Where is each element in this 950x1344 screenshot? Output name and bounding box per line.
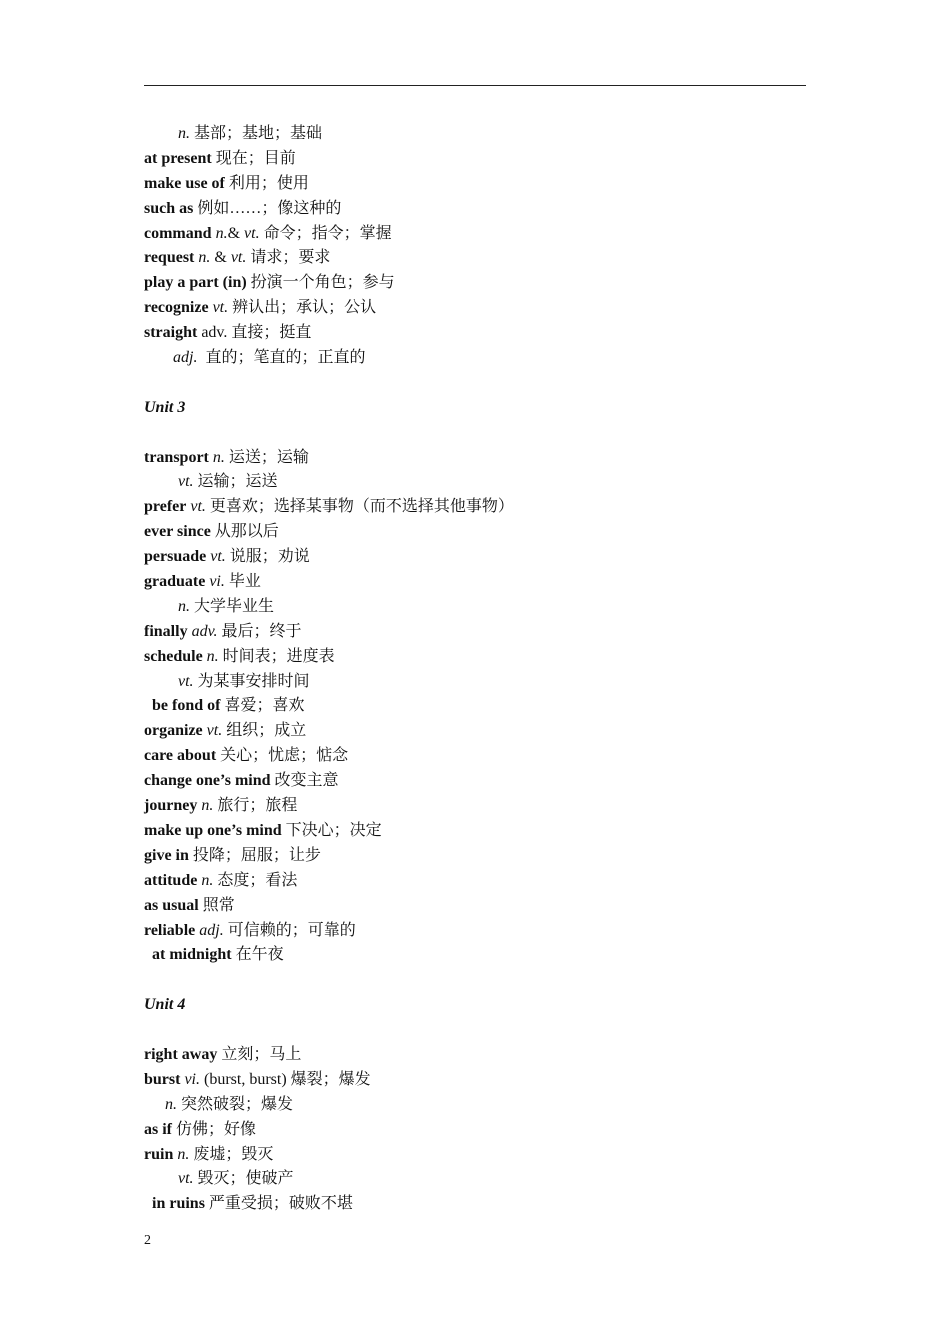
part-of-speech: n. [197, 797, 214, 815]
vocab-entry [144, 1118, 806, 1143]
definition: 投降；屈服；让步 [188, 846, 321, 864]
definition: 关心；忧虑；惦念 [216, 747, 349, 765]
definition: 可信赖的；可靠的 [223, 921, 356, 939]
definition: 毕业 [224, 573, 261, 591]
term: graduate [144, 573, 206, 591]
part-of-speech: n. [197, 871, 214, 889]
part-of-speech: n. [178, 597, 190, 615]
term: finally [144, 622, 188, 640]
vocab-entry [144, 819, 806, 844]
vocab-entry [144, 147, 806, 172]
part-of-speech: n. [208, 448, 225, 466]
definition: adv. 直接；挺直 [197, 324, 312, 342]
vocab-entry [144, 719, 806, 744]
vocab-entry-continuation [144, 1093, 806, 1118]
vocab-entry [144, 246, 806, 271]
definition: 照常 [198, 896, 235, 914]
term: such as [144, 199, 194, 217]
unit-heading: Unit 4 [144, 996, 186, 1014]
ampersand: & [210, 249, 231, 267]
vocab-entry [144, 1043, 806, 1068]
term: transport [144, 448, 209, 466]
term: play a part (in) [144, 274, 247, 292]
term: burst [144, 1070, 181, 1088]
term: schedule [144, 647, 203, 665]
definition: 扮演一个角色；参与 [246, 274, 395, 292]
definition: 在午夜 [231, 946, 284, 964]
definition: 改变主意 [270, 772, 339, 790]
vocab-entry [144, 919, 806, 944]
vocab-entry-continuation [144, 470, 806, 495]
definition: 为某事安排时间 [193, 672, 310, 690]
part-of-speech: n. [202, 647, 219, 665]
term: as if [144, 1120, 172, 1138]
term: recognize [144, 299, 209, 317]
term: request [144, 249, 195, 267]
part-of-speech: vt. [202, 722, 223, 740]
spacer [144, 1018, 806, 1043]
term: in ruins [152, 1195, 205, 1213]
part-of-speech: vt. [244, 224, 260, 242]
term: prefer [144, 498, 187, 516]
part-of-speech: vt. [206, 548, 226, 566]
vocab-entry [144, 446, 806, 471]
definition: 现在；目前 [211, 149, 296, 167]
term: organize [144, 722, 203, 740]
vocab-entry-continuation [144, 1167, 806, 1192]
vocab-entry [144, 869, 806, 894]
part-of-speech: n. [211, 224, 228, 242]
vocab-entry [144, 570, 806, 595]
ampersand: & [227, 224, 245, 242]
definition: 说服；劝说 [225, 548, 310, 566]
definition: 从那以后 [210, 523, 279, 541]
definition: 旅行；旅程 [213, 797, 298, 815]
term: command [144, 224, 212, 242]
vocab-entry [144, 545, 806, 570]
definition: 命令；指令；掌握 [259, 224, 392, 242]
definition: 辨认出；承认；公认 [228, 299, 377, 317]
vocab-entry [144, 894, 806, 919]
vocab-entry [144, 943, 806, 968]
part-of-speech: vt. [178, 473, 194, 491]
part-of-speech: adj. [173, 349, 198, 367]
vocab-entry [144, 197, 806, 222]
definition: 运送；运输 [224, 448, 309, 466]
page-number: 2 [144, 1233, 151, 1248]
definition: 直的；笔直的；正直的 [197, 349, 366, 367]
part-of-speech: adj. [195, 921, 224, 939]
term: straight [144, 324, 198, 342]
vocab-entry [144, 321, 806, 346]
part-of-speech: vt. [230, 249, 247, 267]
term: change one’s mind [144, 772, 271, 790]
term: make use of [144, 174, 225, 192]
vocab-entry [144, 222, 806, 247]
definition: 组织；成立 [222, 722, 307, 740]
vocab-entry-continuation [144, 122, 806, 147]
vocab-entry-continuation [144, 595, 806, 620]
vocab-entry [144, 1192, 806, 1217]
vocab-entry [144, 271, 806, 296]
part-of-speech: n. [178, 125, 190, 142]
definition: 突然破裂；爆发 [177, 1095, 294, 1113]
vocab-entry [144, 769, 806, 794]
term: ever since [144, 523, 211, 541]
term: make up one’s mind [144, 821, 282, 839]
term: at present [144, 149, 212, 167]
part-of-speech: n. [194, 249, 211, 267]
vocabulary-list [144, 122, 806, 1217]
vocab-entry [144, 744, 806, 769]
definition: 废墟；毁灭 [189, 1145, 274, 1163]
vocab-entry [144, 172, 806, 197]
definition: 严重受损；破败不堪 [204, 1195, 353, 1213]
part-of-speech: n. [165, 1095, 177, 1113]
term: at midnight [152, 946, 232, 964]
part-of-speech: adv. [187, 622, 218, 640]
term: as usual [144, 896, 199, 914]
vocab-entry [144, 645, 806, 670]
term: ruin [144, 1145, 174, 1163]
vocab-entry [144, 495, 806, 520]
part-of-speech: n. [173, 1145, 190, 1163]
definition: 下决心；决定 [281, 821, 382, 839]
definition: 立刻；马上 [217, 1045, 302, 1063]
vocab-entry [144, 1143, 806, 1168]
definition: 大学毕业生 [190, 597, 275, 615]
spacer [144, 371, 806, 396]
spacer [144, 421, 806, 446]
definition: 时间表；进度表 [218, 647, 335, 665]
definition: 最后；终于 [217, 622, 302, 640]
vocab-entry [144, 694, 806, 719]
term: right away [144, 1045, 218, 1063]
vocab-entry [144, 620, 806, 645]
term: journey [144, 797, 198, 815]
part-of-speech: vi. [205, 573, 225, 591]
definition: 运输；运送 [193, 473, 278, 491]
term: give in [144, 846, 189, 864]
unit-heading: Unit 3 [144, 398, 186, 416]
definition: 基部；基地；基础 [190, 125, 323, 142]
part-of-speech: vt. [186, 498, 206, 516]
definition: 态度；看法 [213, 871, 298, 889]
part-of-speech: vt. [178, 1170, 194, 1188]
part-of-speech: vi. [180, 1070, 200, 1088]
term: reliable [144, 921, 196, 939]
definition: 毁灭；使破产 [193, 1170, 294, 1188]
vocab-entry-continuation [144, 346, 806, 371]
vocab-entry-continuation [144, 670, 806, 695]
vocab-entry [144, 1068, 806, 1093]
part-of-speech: vt. [208, 299, 229, 317]
term: be fond of [152, 697, 221, 715]
term: persuade [144, 548, 207, 566]
header-rule [144, 85, 806, 86]
term: care about [144, 747, 217, 765]
definition: 利用；使用 [224, 174, 309, 192]
definition: 更喜欢；选择某事物（而不选择其他事物） [205, 498, 514, 516]
definition: 例如……；像这种的 [193, 199, 342, 217]
definition: 仿佛；好像 [172, 1120, 257, 1138]
spacer [144, 968, 806, 993]
vocab-entry [144, 520, 806, 545]
part-of-speech: vt. [178, 672, 194, 690]
vocab-entry [144, 794, 806, 819]
definition: 请求；要求 [246, 249, 331, 267]
vocab-entry [144, 844, 806, 869]
term: attitude [144, 871, 198, 889]
definition: 喜爱；喜欢 [220, 697, 305, 715]
definition: (burst, burst) 爆裂；爆发 [200, 1070, 371, 1088]
vocab-entry [144, 296, 806, 321]
